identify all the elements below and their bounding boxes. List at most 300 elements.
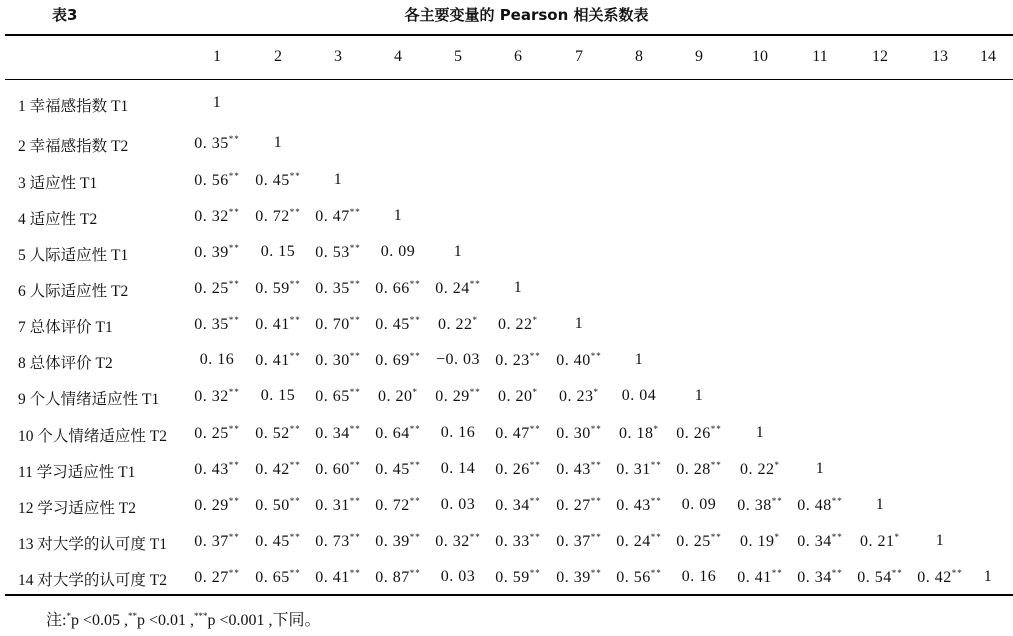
cell-value: 0. 14: [440, 460, 476, 477]
column-header-5: 5: [454, 48, 462, 65]
cell-value: 0. 25: [194, 280, 229, 297]
cell-value: 0. 45: [375, 316, 410, 333]
cell-value: 0. 42: [917, 569, 952, 586]
table-cell: [194, 279, 240, 298]
cell-value: 1: [815, 460, 825, 477]
cell-value: 0. 41: [255, 316, 290, 333]
row-label: 8 总体评价 T2: [18, 355, 113, 372]
cell-value: 1: [875, 496, 885, 513]
significance-marker: **: [409, 496, 421, 506]
table-cell: [194, 424, 240, 443]
cell-value: 0. 34: [315, 425, 350, 442]
cell-value: 0. 70: [315, 316, 350, 333]
table-cell: [682, 568, 717, 586]
significance-marker: **: [529, 351, 541, 361]
table-cell: [438, 315, 478, 334]
table-cell: [315, 568, 361, 587]
significance-marker: **: [349, 460, 361, 470]
table-cell: [441, 496, 476, 514]
table-cell: [797, 532, 843, 551]
column-header-3: 3: [334, 48, 342, 65]
significance-marker: *: [412, 387, 418, 397]
table-row: [0, 424, 1013, 448]
table-cell: [495, 568, 541, 587]
cell-value: 0. 65: [255, 569, 290, 586]
significance-marker: **: [590, 351, 602, 361]
cell-value: 0. 15: [260, 243, 296, 260]
cell-value: 0. 16: [199, 351, 235, 368]
cell-value: 0. 15: [260, 387, 296, 404]
cell-value: 0. 03: [440, 496, 476, 513]
significance-marker: **: [409, 351, 421, 361]
cell-value: 0. 32: [435, 533, 470, 550]
significance-marker: **: [409, 315, 421, 325]
table-cell: [213, 94, 222, 112]
cell-value: 0. 16: [440, 424, 476, 441]
table-cell: [936, 532, 945, 550]
table-cell: [917, 568, 963, 587]
table-cell: [756, 424, 765, 442]
significance-marker: **: [590, 496, 602, 506]
table-cell: [876, 496, 885, 514]
note-prefix: 注:: [46, 612, 67, 629]
table-row: [0, 279, 1013, 303]
significance-marker: **: [289, 315, 301, 325]
significance-marker: **: [349, 207, 361, 217]
significance-marker: **: [228, 568, 240, 578]
table-cell: [436, 351, 480, 369]
cell-value: 0. 66: [375, 280, 410, 297]
row-label: 5 人际适应性 T1: [18, 247, 129, 264]
cell-value: 0. 25: [194, 425, 229, 442]
cell-value: 0. 18: [619, 425, 654, 442]
table-cell: [857, 568, 903, 587]
cell-value: 0. 52: [255, 425, 290, 442]
cell-value: 0. 43: [616, 497, 651, 514]
table-cell: [255, 424, 301, 443]
table-cell: [616, 496, 662, 515]
cell-value: 0. 04: [621, 387, 657, 404]
significance-marker: **: [289, 351, 301, 361]
row-label: 3 适应性 T1: [18, 175, 98, 192]
table-cell: [255, 207, 301, 226]
cell-value: 0. 23: [559, 388, 594, 405]
table-cell: [194, 134, 240, 153]
cell-value: 0. 32: [194, 388, 229, 405]
cell-value: 0. 35: [315, 280, 350, 297]
column-header-12: 12: [872, 48, 888, 65]
significance-marker: **: [529, 424, 541, 434]
significance-marker: **: [529, 568, 541, 578]
cell-value: 0. 30: [315, 352, 350, 369]
table-cell: [695, 387, 704, 405]
significance-marker: **: [771, 568, 783, 578]
table-title: 各主要变量的 Pearson 相关系数表: [404, 6, 649, 24]
significance-marker: **: [228, 207, 240, 217]
table-cell: [676, 460, 722, 479]
cell-value: 0. 59: [495, 569, 530, 586]
table-cell: [740, 460, 780, 479]
significance-marker: **: [228, 496, 240, 506]
cell-value: 0. 72: [375, 497, 410, 514]
significance-marker: **: [349, 351, 361, 361]
significance-marker: **: [710, 532, 722, 542]
significance-marker: **: [650, 532, 662, 542]
significance-marker: **: [951, 568, 963, 578]
table-cell: [375, 424, 421, 443]
cell-value: 0. 54: [857, 569, 892, 586]
table-cell: [797, 568, 843, 587]
column-header-4: 4: [394, 48, 402, 65]
significance-marker: **: [469, 532, 481, 542]
row-label: 11 学习适应性 T1: [18, 464, 136, 481]
cell-value: 0. 20: [378, 388, 413, 405]
significance-marker: *: [532, 315, 538, 325]
significance-marker: **: [349, 279, 361, 289]
cell-value: 0. 09: [681, 496, 717, 513]
significance-marker: **: [891, 568, 903, 578]
table-cell: [255, 315, 301, 334]
table-cell: [435, 387, 481, 406]
cell-value: 0. 87: [375, 569, 410, 586]
cell-value: −0. 03: [435, 351, 481, 368]
table-cell: [315, 315, 361, 334]
table-cell: [381, 243, 416, 261]
table-cell: [737, 496, 783, 515]
significance-marker: **: [289, 171, 301, 181]
column-header-8: 8: [635, 48, 643, 65]
table-cell: [375, 496, 421, 515]
cell-value: 0. 24: [616, 533, 651, 550]
table-cell: [378, 387, 418, 406]
cell-value: 0. 32: [194, 208, 229, 225]
cell-value: 0. 73: [315, 533, 350, 550]
significance-marker: **: [529, 496, 541, 506]
row-label: 13 对大学的认可度 T1: [18, 536, 167, 553]
table-cell: [556, 424, 602, 443]
table-cell: [441, 568, 476, 586]
table-cell: [616, 460, 662, 479]
significance-marker: **: [228, 315, 240, 325]
significance-marker: **: [349, 568, 361, 578]
significance-marker: **: [831, 568, 843, 578]
cell-value: 0. 37: [556, 533, 591, 550]
significance-marker: *: [593, 387, 599, 397]
cell-value: 1: [755, 424, 765, 441]
cell-value: 0. 37: [194, 533, 229, 550]
cell-value: 1: [574, 315, 584, 332]
cell-value: 0. 09: [380, 243, 416, 260]
significance-marker: **: [289, 424, 301, 434]
table-cell: [984, 568, 993, 586]
table-cell: [622, 387, 657, 405]
table-cell: [194, 243, 240, 262]
cell-value: 1: [273, 134, 283, 151]
cell-value: 1: [935, 532, 945, 549]
cell-value: 1: [333, 171, 343, 188]
cell-value: 0. 45: [255, 172, 290, 189]
significance-marker: **: [228, 171, 240, 181]
cell-value: 0. 38: [737, 497, 772, 514]
table-cell: [375, 568, 421, 587]
table-row: [0, 568, 1013, 592]
table-cell: [255, 460, 301, 479]
significance-marker: **: [228, 424, 240, 434]
significance-marker: **: [228, 532, 240, 542]
cell-value: 0. 20: [498, 388, 533, 405]
cell-value: 0. 56: [194, 172, 229, 189]
cell-value: 0. 43: [556, 461, 591, 478]
cell-value: 0. 22: [740, 461, 775, 478]
significance-marker: **: [409, 424, 421, 434]
significance-marker: **: [349, 387, 361, 397]
cell-value: 0. 41: [737, 569, 772, 586]
cell-value: 0. 53: [315, 244, 350, 261]
cell-value: 1: [634, 351, 644, 368]
table-cell: [556, 496, 602, 515]
bottom-rule: [5, 594, 1013, 596]
significance-marker: *: [774, 460, 780, 470]
significance-marker: **: [710, 424, 722, 434]
row-label: 1 幸福感指数 T1: [18, 98, 129, 115]
significance-marker: **: [228, 243, 240, 253]
significance-marker: **: [349, 243, 361, 253]
table-cell: [315, 532, 361, 551]
significance-marker: **: [289, 279, 301, 289]
significance-marker: **: [228, 387, 240, 397]
table-cell: [315, 424, 361, 443]
table-cell: [194, 532, 240, 551]
table-cell: [255, 279, 301, 298]
table-cell: [375, 351, 421, 370]
table-cell: [676, 424, 722, 443]
column-header-14: 14: [980, 48, 996, 65]
table-cell: [194, 171, 240, 190]
significance-marker: **: [590, 460, 602, 470]
table-cell: [559, 387, 599, 406]
significance-marker: **: [650, 496, 662, 506]
table-row: [0, 532, 1013, 556]
significance-marker: **: [650, 460, 662, 470]
cell-value: 1: [453, 243, 463, 260]
significance-marker: *: [653, 424, 659, 434]
table-cell: [394, 207, 403, 225]
cell-value: 0. 31: [315, 497, 350, 514]
significance-marker: **: [289, 207, 301, 217]
table-row: [0, 171, 1013, 195]
table-cell: [495, 351, 541, 370]
column-header-10: 10: [752, 48, 768, 65]
cell-value: 0. 41: [315, 569, 350, 586]
cell-value: 0. 43: [194, 461, 229, 478]
significance-marker: **: [590, 568, 602, 578]
cell-value: 0. 27: [194, 569, 229, 586]
significance-marker: *: [472, 315, 478, 325]
table-cell: [194, 315, 240, 334]
table-row: [0, 496, 1013, 520]
cell-value: 0. 23: [495, 352, 530, 369]
cell-value: 0. 39: [194, 244, 229, 261]
cell-value: 0. 33: [495, 533, 530, 550]
table-cell: [498, 387, 538, 406]
table-cell: [261, 387, 296, 405]
significance-marker: **: [831, 496, 843, 506]
significance-marker: *: [894, 532, 900, 542]
column-header-2: 2: [274, 48, 282, 65]
significance-marker: **: [349, 315, 361, 325]
row-label: 9 个人情绪适应性 T1: [18, 391, 160, 408]
table-row: [0, 315, 1013, 339]
table-cell: [261, 243, 296, 261]
table-row: [0, 387, 1013, 411]
table-cell: [315, 460, 361, 479]
cell-value: 0. 64: [375, 425, 410, 442]
significance-marker: **: [831, 532, 843, 542]
table-cell: [315, 496, 361, 515]
table-cell: [194, 460, 240, 479]
column-header-13: 13: [932, 48, 948, 65]
table-row: [0, 351, 1013, 375]
table-cell: [495, 532, 541, 551]
table-row: [0, 243, 1013, 267]
column-header-1: 1: [213, 48, 221, 65]
significance-marker: **: [228, 460, 240, 470]
cell-value: 0. 65: [315, 388, 350, 405]
table-cell: [556, 351, 602, 370]
cell-value: 0. 69: [375, 352, 410, 369]
table-cell: [495, 460, 541, 479]
table-cell: [556, 460, 602, 479]
cell-value: 0. 45: [255, 533, 290, 550]
cell-value: 0. 39: [375, 533, 410, 550]
table-cell: [495, 424, 541, 443]
table-cell: [797, 496, 843, 515]
table-cell: [616, 568, 662, 587]
top-rule: [5, 34, 1013, 36]
cell-value: 1: [694, 387, 704, 404]
cell-value: 0. 59: [255, 280, 290, 297]
significance-marker: **: [409, 279, 421, 289]
row-label: 12 学习适应性 T2: [18, 500, 136, 517]
table-cell: [495, 496, 541, 515]
cell-value: 0. 22: [438, 316, 473, 333]
table-cell: [435, 279, 481, 298]
table-cell: [514, 279, 523, 297]
column-header-6: 6: [514, 48, 522, 65]
table-cell: [375, 460, 421, 479]
table-cell: [454, 243, 463, 261]
cell-value: 0. 26: [676, 425, 711, 442]
table-cell: [676, 532, 722, 551]
significance-marker: **: [289, 532, 301, 542]
cell-value: 0. 45: [375, 461, 410, 478]
row-label: 2 幸福感指数 T2: [18, 138, 129, 155]
column-header-9: 9: [695, 48, 703, 65]
row-label: 14 对大学的认可度 T2: [18, 572, 167, 589]
table-cell: [255, 496, 301, 515]
table-cell: [556, 532, 602, 551]
table-cell: [255, 568, 301, 587]
table-cell: [635, 351, 644, 369]
column-header-11: 11: [812, 48, 828, 65]
significance-marker: **: [590, 424, 602, 434]
table-cell: [334, 171, 343, 189]
table-caption-label: 表3: [52, 6, 78, 24]
significance-marker: **: [590, 532, 602, 542]
table-cell: [255, 171, 301, 190]
table-cell: [315, 207, 361, 226]
cell-value: 0. 27: [556, 497, 591, 514]
row-label: 7 总体评价 T1: [18, 319, 113, 336]
significance-marker: **: [349, 424, 361, 434]
row-label: 10 个人情绪适应性 T2: [18, 428, 167, 445]
cell-value: 0. 31: [616, 461, 651, 478]
significance-marker: **: [469, 387, 481, 397]
header-rule: [5, 79, 1013, 80]
table-cell: [619, 424, 659, 443]
table-cell: [498, 315, 538, 334]
table-cell: [737, 568, 783, 587]
significance-marker: *: [532, 387, 538, 397]
table-cell: [375, 532, 421, 551]
row-label: 6 人际适应性 T2: [18, 283, 129, 300]
cell-value: 0. 24: [435, 280, 470, 297]
table-cell: [194, 568, 240, 587]
table-cell: [435, 532, 481, 551]
cell-value: 0. 35: [194, 135, 229, 152]
table-cell: [682, 496, 717, 514]
significance-marker: **: [409, 532, 421, 542]
cell-value: 0. 47: [315, 208, 350, 225]
significance-marker: **: [409, 568, 421, 578]
table-cell: [441, 424, 476, 442]
cell-value: 0. 48: [797, 497, 832, 514]
significance-marker: **: [771, 496, 783, 506]
cell-value: 1: [513, 279, 523, 296]
table-cell: [575, 315, 584, 333]
table-cell: [616, 532, 662, 551]
cell-value: 0. 22: [498, 316, 533, 333]
cell-value: 0. 29: [194, 497, 229, 514]
cell-value: 0. 35: [194, 316, 229, 333]
cell-value: 0. 29: [435, 388, 470, 405]
table-cell: [315, 279, 361, 298]
table-cell: [194, 207, 240, 226]
cell-value: 0. 03: [440, 568, 476, 585]
cell-value: 0. 34: [797, 569, 832, 586]
significance-marker: **: [409, 460, 421, 470]
table-row: [0, 460, 1013, 484]
cell-value: 0. 56: [616, 569, 651, 586]
table-cell: [315, 243, 361, 262]
cell-value: 0. 19: [740, 533, 775, 550]
cell-value: 0. 28: [676, 461, 711, 478]
table-cell: [255, 532, 301, 551]
table-cell: [375, 315, 421, 334]
significance-marker: **: [349, 496, 361, 506]
cell-value: 0. 41: [255, 352, 290, 369]
significance-marker: **: [469, 279, 481, 289]
cell-value: 1: [393, 207, 403, 224]
significance-marker: **: [529, 460, 541, 470]
cell-value: 0. 42: [255, 461, 290, 478]
cell-value: 0. 16: [681, 568, 717, 585]
cell-value: 0. 40: [556, 352, 591, 369]
cell-value: 0. 50: [255, 497, 290, 514]
significance-marker: *: [774, 532, 780, 542]
significance-marker: **: [349, 532, 361, 542]
table-row: [0, 134, 1013, 158]
